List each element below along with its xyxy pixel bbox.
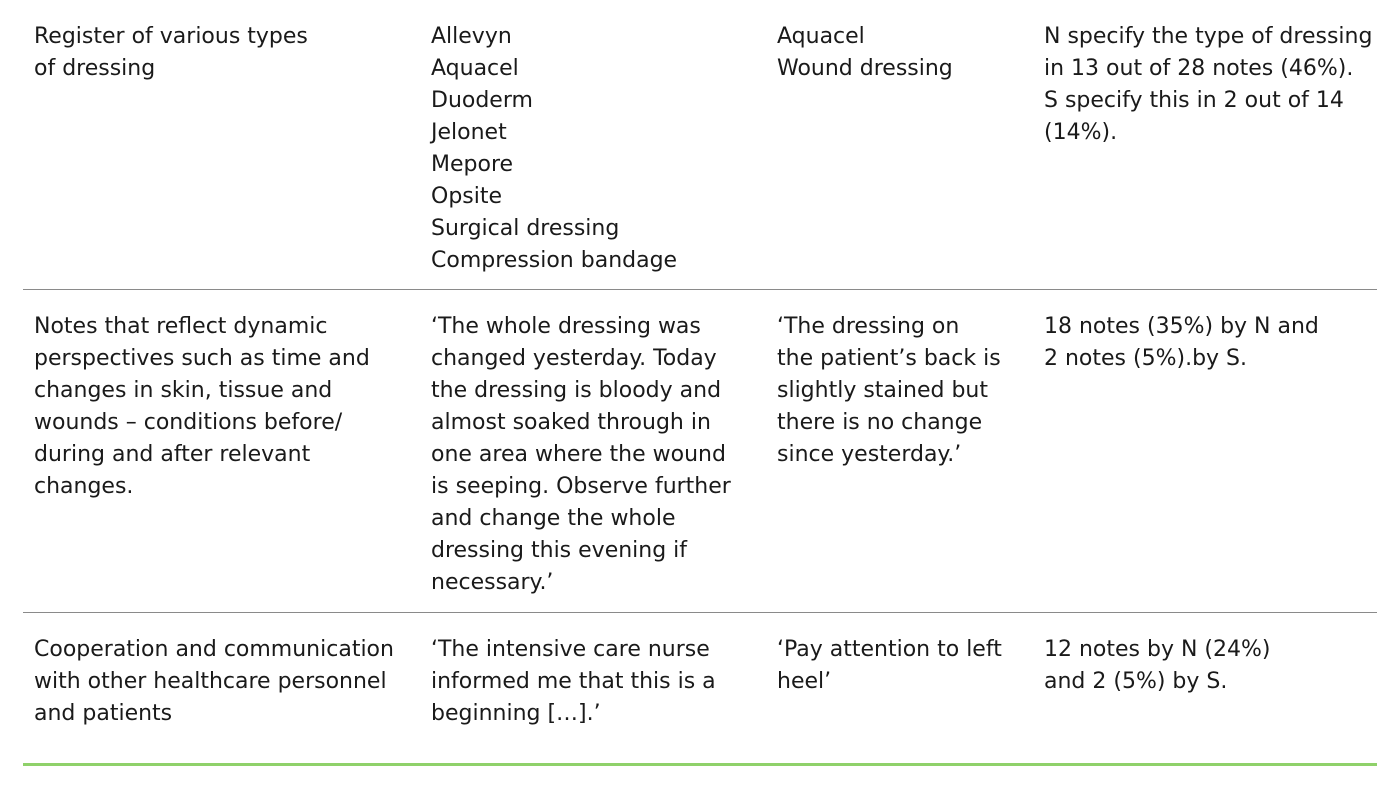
table-row bbox=[23, 290, 1377, 613]
frequency-cell: N specify the type of dressing in 13 out of 28 notes (46%). S specify this in 2 out of 14 (14%). bbox=[1044, 24, 1373, 145]
category-cell: Cooperation and communication with other healthcare personnel and patients bbox=[34, 637, 394, 726]
table-row bbox=[23, 0, 1377, 290]
examples-n-cell: ‘The intensive care nurse informed me that this is a beginning […].’ bbox=[431, 637, 716, 726]
examples-n-cell: Allevyn Aquacel Duoderm Jelonet Mepore Opsite Surgical dressing Compression bandage bbox=[431, 24, 678, 273]
examples-s-cell: ‘Pay attention to left heel’ bbox=[777, 637, 1002, 694]
examples-s-cell: ‘The dressing on the patient’s back is slightly stained but there is no change since yesterday.’ bbox=[777, 314, 1001, 467]
frequency-cell: 18 notes (35%) by N and 2 notes (5%).by S. bbox=[1044, 314, 1319, 371]
content-table bbox=[23, 0, 1377, 766]
category-cell: Notes that reflect dynamic perspectives such as time and changes in skin, tissue and wounds – conditions before/ during and after relevant changes. bbox=[34, 314, 370, 499]
table-row bbox=[23, 613, 1377, 766]
category-cell: Register of various types of dressing bbox=[34, 24, 308, 81]
examples-s-cell: Aquacel Wound dressing bbox=[777, 24, 953, 81]
examples-n-cell: ‘The whole dressing was changed yesterday. Today the dressing is bloody and almost soaked through in one area where the wound is seeping. Observe further and change the whole dressing this evening if necessary.’ bbox=[431, 314, 731, 595]
frequency-cell: 12 notes by N (24%) and 2 (5%) by S. bbox=[1044, 637, 1271, 694]
